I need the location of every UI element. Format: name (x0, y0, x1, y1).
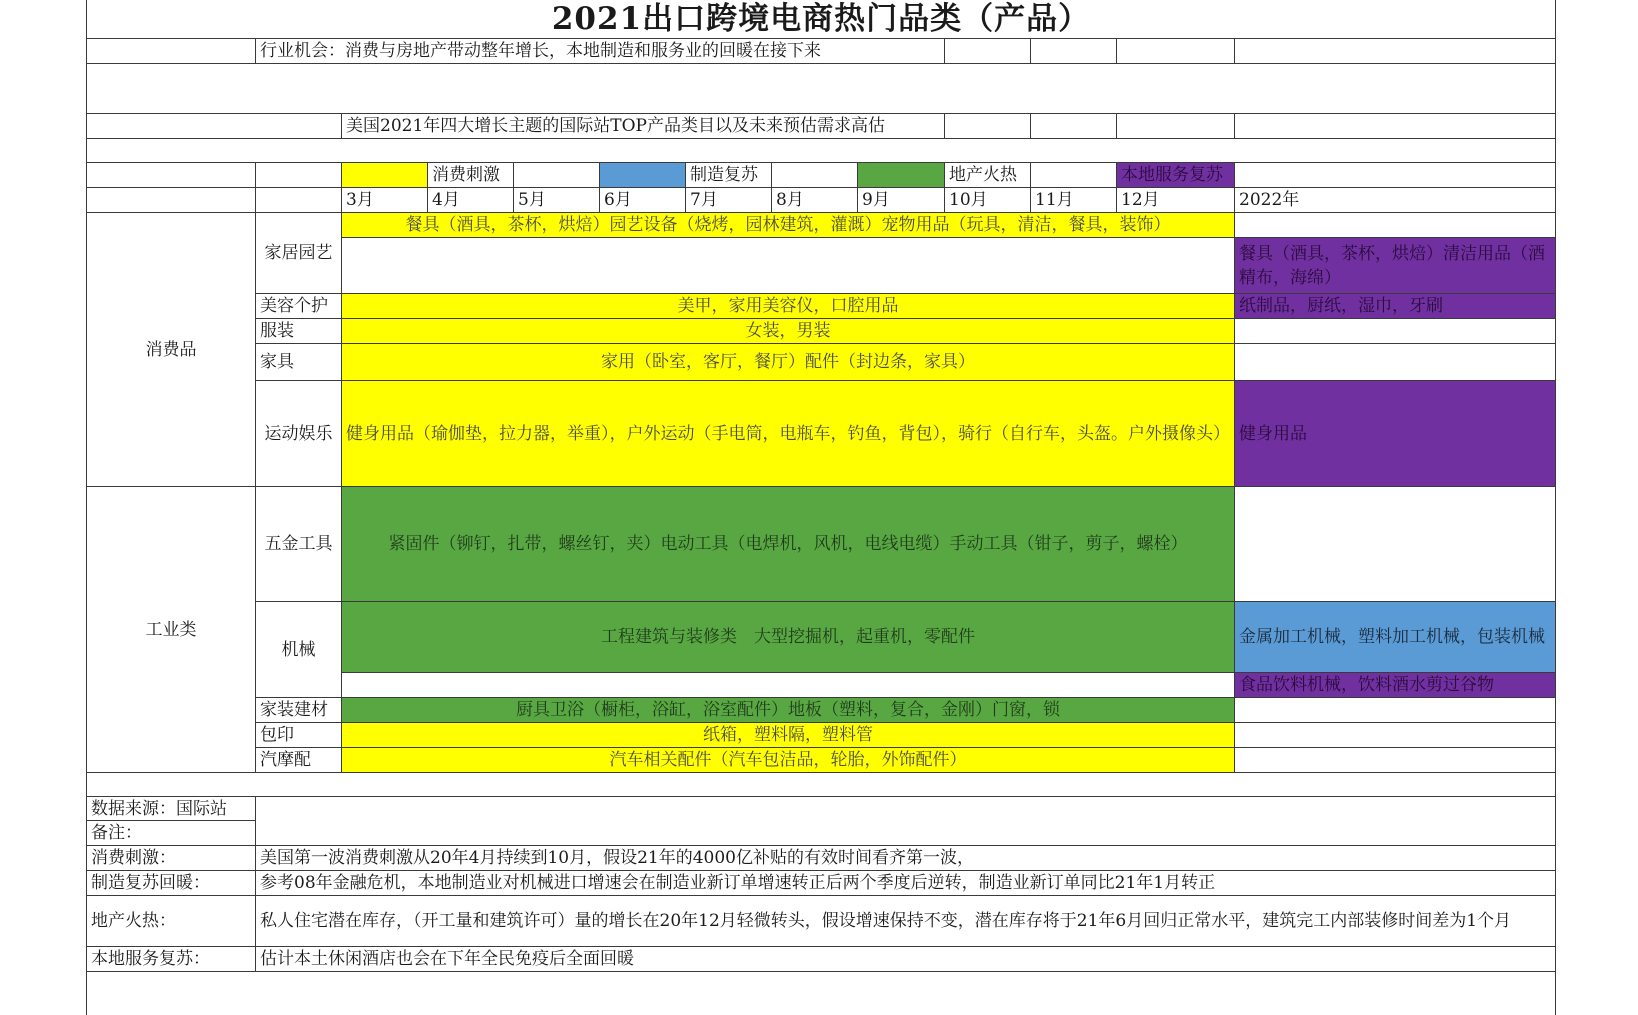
legend-swatch-realestate (857, 162, 945, 188)
row-label-apparel: 服装 (255, 318, 342, 344)
blank-cell (1234, 318, 1556, 344)
month-header: 10月 (944, 187, 1031, 213)
row-main-home: 餐具（酒具，茶杯，烘焙）园艺设备（烧烤，园林建筑，灌溉）宠物用品（玩具，清洁，餐具，装饰） (341, 212, 1235, 238)
month-header: 7月 (685, 187, 772, 213)
note-manufacturing-label: 制造复苏回暖： (86, 870, 256, 896)
row-label-beauty: 美容个护 (255, 293, 342, 319)
row-future-sports: 健身用品 (1234, 380, 1556, 487)
blank-cell (341, 237, 1235, 294)
note-realestate-text: 私人住宅潜在库存，（开工量和建筑许可）量的增长在20年12月轻微转头，假设增速保持不变，潜在库存将于21年6月回归正常水平，建筑完工内部装修时间差为1个月 (255, 895, 1556, 947)
row-label-hardware: 五金工具 (255, 486, 342, 602)
row-label-sports: 运动娱乐 (255, 380, 342, 487)
blank-cell (1030, 113, 1117, 139)
blank-cell (255, 162, 342, 188)
row-main-printing: 纸箱，塑料隔，塑料管 (341, 722, 1235, 748)
blank-cell (1234, 162, 1556, 188)
note-remark: 备注： (86, 820, 256, 846)
row-label-printing: 包印 (255, 722, 342, 748)
row-future2-machinery: 食品饮料机械，饮料酒水剪过谷物 (1234, 672, 1556, 698)
month-header: 2022年 (1234, 187, 1556, 213)
row-main-beauty: 美甲，家用美容仪，口腔用品 (341, 293, 1235, 319)
row-main-building: 厨具卫浴（橱柜，浴缸，浴室配件）地板（塑料，复合，金刚）门窗，锁 (341, 697, 1235, 723)
month-header: 5月 (513, 187, 600, 213)
legend-swatch-stimulus (341, 162, 428, 188)
blank-row (86, 772, 1556, 797)
blank-cell (86, 187, 256, 213)
row-future-beauty: 纸制品，厨纸，湿巾，牙刷 (1234, 293, 1556, 319)
note-source: 数据来源：国际站 (86, 796, 256, 821)
note-realestate-label: 地产火热： (86, 895, 256, 947)
legend-label-manufacturing: 制造复苏 (685, 162, 772, 188)
note-service-text: 估计本土休闲酒店也会在下年全民免疫后全面回暖 (255, 946, 1556, 972)
blank-cell (1234, 697, 1556, 723)
blank-cell (944, 38, 1031, 64)
blank-row (86, 138, 1556, 163)
row-main-auto: 汽车相关配件（汽车包洁品，轮胎，外饰配件） (341, 747, 1235, 773)
blank-cell (1030, 162, 1117, 188)
blank-cell (1116, 113, 1235, 139)
blank-row (86, 971, 1556, 1015)
blank-cell (1116, 38, 1235, 64)
row-label-auto: 汽摩配 (255, 747, 342, 773)
row-future-home: 餐具（酒具，茶杯，烘焙）清洁用品（酒精布，海绵） (1234, 237, 1556, 294)
blank-cell (1234, 212, 1556, 238)
row-main-furniture: 家用（卧室，客厅，餐厅）配件（封边条，家具） (341, 343, 1235, 381)
row-main-hardware: 紧固件（铆钉，扎带，螺丝钉，夹）电动工具（电焊机，风机，电线电缆）手动工具（钳子，剪子，螺栓） (341, 486, 1235, 602)
row-label-furniture: 家具 (255, 343, 342, 381)
row-label-machinery: 机械 (255, 601, 342, 698)
group-industrial: 工业类 (86, 486, 256, 773)
blank-cell (1234, 486, 1556, 602)
blank-cell (86, 113, 342, 139)
subtitle-text: 美国2021年四大增长主题的国际站TOP产品类目以及未来预估需求高估 (341, 113, 945, 139)
month-header: 9月 (857, 187, 945, 213)
page-title: 2021出口跨境电商热门品类（产品） (86, 0, 1556, 39)
blank-cell (1234, 722, 1556, 748)
legend-label-stimulus: 消费刺激 (427, 162, 514, 188)
blank-cell (255, 187, 342, 213)
blank-cell (771, 162, 858, 188)
blank-cell (513, 162, 600, 188)
month-header: 4月 (427, 187, 514, 213)
row-main-machinery: 工程建筑与装修类 大型挖掘机，起重机，零配件 (341, 601, 1235, 673)
blank-cell (1234, 38, 1556, 64)
row-main-apparel: 女装，男装 (341, 318, 1235, 344)
blank-cell (1234, 343, 1556, 381)
month-header: 8月 (771, 187, 858, 213)
legend-label-service: 本地服务复苏 (1116, 162, 1235, 188)
legend-label-realestate: 地产火热 (944, 162, 1031, 188)
blank-cell (1234, 747, 1556, 773)
blank-row (86, 63, 1556, 114)
blank-cell (1030, 38, 1117, 64)
month-header: 6月 (599, 187, 686, 213)
blank-cell (86, 162, 256, 188)
blank-cell (1234, 113, 1556, 139)
group-consumer: 消费品 (86, 212, 256, 487)
row-main-sports: 健身用品（瑜伽垫，拉力器，举重），户外运动（手电筒，电瓶车，钓鱼，背包），骑行（自行车，头盔。户外摄像头） (341, 380, 1235, 487)
blank-cell (86, 38, 256, 64)
note-stimulus-text: 美国第一波消费刺激从20年4月持续到10月，假设21年的4000亿补贴的有效时间看齐第一波， (255, 845, 1556, 871)
note-manufacturing-text: 参考08年金融危机，本地制造业对机械进口增速会在制造业新订单增速转正后两个季度后逆转，制造业新订单同比21年1月转正 (255, 870, 1556, 896)
row-label-home: 家居园艺 (255, 212, 342, 294)
opportunity-text: 行业机会：消费与房地产带动整年增长，本地制造和服务业的回暖在接下来 (255, 38, 945, 64)
blank-cell (944, 113, 1031, 139)
blank-cell (341, 672, 1235, 698)
note-stimulus-label: 消费刺激： (86, 845, 256, 871)
month-header: 12月 (1116, 187, 1235, 213)
blank-cell (255, 796, 1556, 846)
row-label-building: 家装建材 (255, 697, 342, 723)
note-service-label: 本地服务复苏： (86, 946, 256, 972)
row-future-machinery: 金属加工机械，塑料加工机械，包装机械 (1234, 601, 1556, 673)
month-header: 3月 (341, 187, 428, 213)
legend-swatch-manufacturing (599, 162, 686, 188)
month-header: 11月 (1030, 187, 1117, 213)
